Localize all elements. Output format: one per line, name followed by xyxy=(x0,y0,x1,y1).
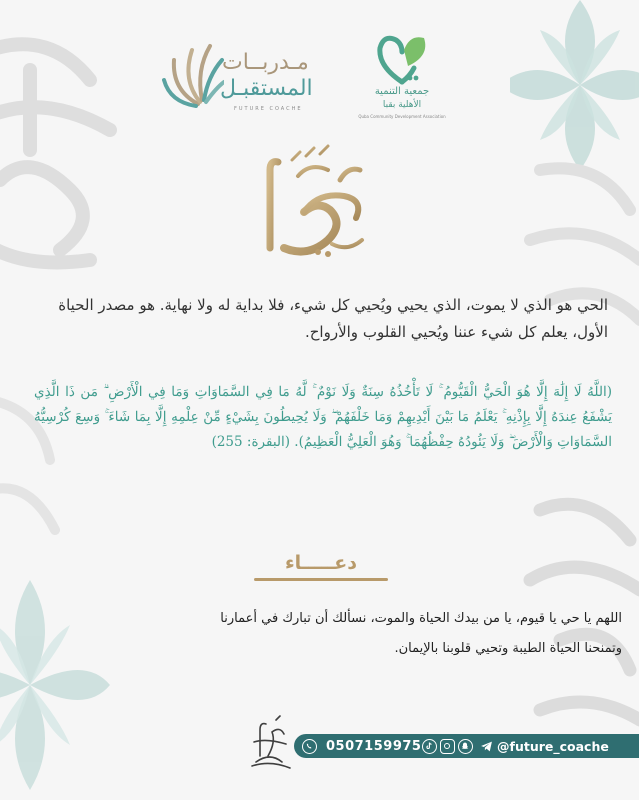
dua-line-1: اللهم يا حي يا قيوم، يا من بيدك الحياة والموت، نسألك أن تبارك في أعمارنا xyxy=(220,611,622,626)
society-logo-line1: جمعية التنمية xyxy=(374,86,430,97)
dua-line-2: وتمنحنا الحياة الطيبة وتحيي قلوبنا بالإيمان. xyxy=(394,641,622,656)
society-logo xyxy=(350,32,460,126)
ornament-top-left xyxy=(0,10,140,310)
telegram-icon xyxy=(480,740,493,753)
snapchat-icon xyxy=(458,739,473,754)
contact-bar xyxy=(294,734,639,758)
signature-calligraphy xyxy=(246,712,294,770)
future-logo-tagline: FUTURE COACHE xyxy=(234,106,303,112)
tiktok-icon xyxy=(422,739,437,754)
heart-leaf-logo-icon xyxy=(374,32,430,86)
ornament-top-right xyxy=(510,0,639,170)
instagram-icon xyxy=(440,739,455,754)
future-logo-line2: المستقبـل xyxy=(220,76,313,101)
tiktok-link[interactable] xyxy=(422,734,437,758)
handle-link[interactable]: @future_coache xyxy=(497,738,609,754)
whatsapp-icon xyxy=(302,739,317,754)
flower-logo-icon xyxy=(162,40,224,110)
society-logo-line2: الأهلية بقبا xyxy=(382,100,422,110)
telegram-link[interactable] xyxy=(480,734,493,758)
phone-number[interactable]: 0507159975 xyxy=(326,738,422,754)
dua-heading xyxy=(240,548,402,588)
instagram-link[interactable] xyxy=(440,734,455,758)
whatsapp-link[interactable] xyxy=(302,734,317,758)
dua-heading-underline xyxy=(254,578,388,581)
future-logo-line1: مـدربــات xyxy=(222,50,309,75)
dua-text xyxy=(120,604,622,664)
future-coaches-logo xyxy=(162,36,327,122)
dua-heading-text: دعـــــاء xyxy=(284,552,358,574)
society-logo-line3: Quba Community Development Association xyxy=(358,114,446,119)
al-hayy-calligraphy xyxy=(248,140,376,260)
ornament-bottom-left xyxy=(0,570,120,800)
snapchat-link[interactable] xyxy=(458,734,473,758)
quran-verse: (اللَّهُ لَا إِلَٰهَ إِلَّا هُوَ الْحَيُّ الْقَيُّومُ ۚ لَا تَأْخُذُهُ سِنَةٌ وَلَا نَوْمٌ ۚ لَّهُ مَا فِي السَّمَاوَاتِ وَمَا فِي الْأَرْضِ ۗ مَن ذَا الَّذِي يَشْفَعُ عِندَهُ إِلَّا بِإِذْنِهِ ۚ يَعْلَمُ مَا بَيْنَ أَيْدِيهِمْ وَمَا خَلْفَهُمْ ۖ وَلَا يُحِيطُونَ بِشَيْءٍ مِّنْ عِلْمِهِ إِلَّا بِمَا شَاءَ ۚ وَسِعَ كُرْسِيُّهُ السَّمَاوَاتِ وَالْأَرْضَ ۖ وَلَا يَئُودُهُ حِفْظُهُمَا ۚ وَهُوَ الْعَلِيُّ الْعَظِيمُ). (البقرة: 255) xyxy=(34,384,612,450)
intro-paragraph: الحي هو الذي لا يموت، الذي يحيي ويُحيي كل شيء، فلا بداية له ولا نهاية. هو مصدر الحياة الأول، يعلم كل شيء عننا ويُحيي القلوب والأرواح. xyxy=(58,296,608,341)
